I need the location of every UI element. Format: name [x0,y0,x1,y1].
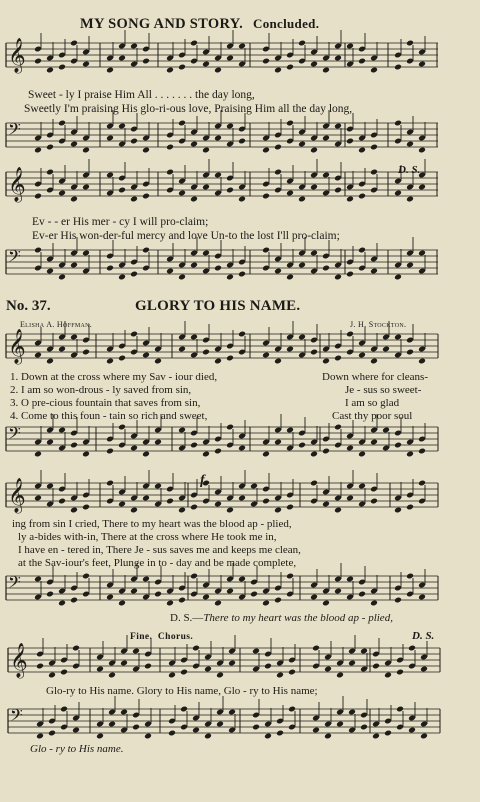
note-head [166,600,174,607]
note-head [166,144,174,151]
note-head [82,61,90,68]
note-head [394,274,402,281]
note-head [406,141,414,148]
note-head [204,733,212,740]
note-head [168,730,176,737]
note-head [262,352,270,359]
fine-mark [130,632,193,642]
note-head [70,262,78,269]
note-head [70,507,78,514]
note-head [312,727,320,734]
note-head [72,727,80,734]
hymn-title: GLORY TO HIS NAME. [135,298,301,314]
note-head [420,666,428,673]
note-head [202,147,210,154]
note-head [226,355,234,362]
note-head [274,358,282,365]
note-head [46,358,54,365]
note-head [346,271,354,278]
note-head [262,193,270,200]
note-head [228,660,236,667]
verse-line: Je - sus so sweet- [345,384,422,396]
note-head [34,58,42,65]
verse-line: 3. O pre-cious fountain that saves from sin, [10,397,201,409]
note-head [166,268,174,275]
note-head [286,274,294,281]
note-head [310,349,318,356]
note-head [36,663,44,670]
note-head [58,600,66,607]
note-head [384,730,392,737]
note-head [358,193,366,200]
note-head [334,187,342,194]
note-head [70,196,78,203]
lyric-line: Sweet - ly I praise Him All . . . . . . . the day long, [28,89,255,101]
note-head [406,196,414,203]
note-head [252,724,260,731]
note-head [334,507,342,514]
note-head [48,672,56,679]
note-head [298,141,306,148]
note-head [418,448,426,455]
bass-clef: 𝄢 [8,119,21,143]
lyric-line: Sweetly I'm praising His glo-ri-ous love, Praising Him all the day long, [24,103,353,115]
note-head [406,504,414,511]
note-head [394,64,402,71]
note-head [370,358,378,365]
note-head [370,498,378,505]
note-head [60,669,68,676]
note-head [394,190,402,197]
lyric-line: Ev-er His won-der-ful mercy and love Un-to the lost I'll pro-claim; [32,230,340,242]
bass-lyric: Glo - ry to His name. [30,743,124,755]
note-head [322,600,330,607]
note-head [204,666,212,673]
note-head [216,672,224,679]
note-head [394,507,402,514]
note-head [262,451,270,458]
note-head [70,141,78,148]
note-head [178,190,186,197]
note-head [274,597,282,604]
note-head [108,672,116,679]
note-head [82,147,90,154]
verse-line: 1. Down at the cross where my Sav - iour died, [10,371,218,383]
note-head [36,733,44,740]
note-head [264,663,272,670]
note-head [418,358,426,365]
note-head [226,187,234,194]
note-head [238,271,246,278]
note-head [178,346,186,353]
note-head [264,733,272,740]
bass-clef: 𝄢 [8,246,21,270]
note-head [238,196,246,203]
ds-instruction [170,612,393,624]
note-head [202,61,210,68]
treble-clef: 𝄞 [8,38,26,73]
note-head [34,451,42,458]
verse-line: 4. Come to this foun - tain so rich and sweet, [10,410,208,422]
note-head [372,733,380,740]
note-head [34,147,42,154]
note-head [324,666,332,673]
note-head [106,135,114,142]
note-head [130,507,138,514]
note-head [370,268,378,275]
note-head [358,352,366,359]
note-head [298,196,306,203]
note-head [58,346,66,353]
note-head [46,268,54,275]
note-head [286,346,294,353]
note-head [274,507,282,514]
note-head [58,498,66,505]
note-head [394,442,402,449]
note-head [142,352,150,359]
note-head [46,144,54,151]
note-head [358,147,366,154]
note-head [406,349,414,356]
note-head [310,451,318,458]
bass-clef: 𝄢 [10,705,23,729]
note-head [168,672,176,679]
note-head [144,663,152,670]
note-head [274,268,282,275]
note-head [418,594,426,601]
note-head [34,495,42,502]
note-head [274,144,282,151]
note-head [82,504,90,511]
note-head [420,733,428,740]
note-head [154,439,162,446]
bass-clef: 𝄢 [8,572,21,596]
note-head [118,55,126,62]
note-head [250,591,258,598]
note-head [214,135,222,142]
note-head [370,600,378,607]
note-head [418,184,426,191]
verse-line: 2. I am so won-drous - ly saved from sin, [10,384,192,396]
note-head [96,666,104,673]
note-head [192,727,200,734]
note-head [132,724,140,731]
note-head [118,600,126,607]
dynamic-marking: f. [200,473,209,488]
note-head [406,262,414,269]
note-head [142,193,150,200]
note-head [202,451,210,458]
note-head [106,448,114,455]
note-head [142,451,150,458]
note-head [226,55,234,62]
note-head [130,138,138,145]
note-head [130,445,138,452]
song-subtitle: Concluded. [253,16,320,31]
note-head [358,451,366,458]
note-head [310,61,318,68]
note-head [106,67,114,74]
note-head [180,669,188,676]
verse-line: Cast thy poor soul [332,410,413,422]
note-head [394,597,402,604]
hymn-number: No. 37. [6,298,51,314]
note-head [118,187,126,194]
note-head [322,67,330,74]
note-head [322,265,330,272]
ds-mark: D. S. [412,630,435,642]
verse-line: Down where for cleans- [322,371,428,383]
note-head [348,660,356,667]
note-head [118,274,126,281]
note-head [322,358,330,365]
verse-line: ing from sin I cried, There to my heart was the blood ap - plied, [12,518,292,530]
note-head [130,588,138,595]
note-head [46,439,54,446]
note-head [346,138,354,145]
note-head [346,495,354,502]
note-head [262,147,270,154]
note-head [142,58,150,65]
composer-credit: J. H. Stockton. [350,320,407,329]
treble-clef: 𝄞 [10,643,28,678]
note-head [238,495,246,502]
note-head [120,660,128,667]
note-head [346,196,354,203]
note-head [190,442,198,449]
note-head [336,721,344,728]
note-head [322,501,330,508]
bass-clef: 𝄢 [8,423,21,447]
treble-clef: 𝄞 [8,478,26,513]
note-head [262,58,270,65]
note-head [288,669,296,676]
verse-line: I have en - tered in, There Je - sus saves me and keeps me clean, [18,544,301,556]
note-head [166,67,174,74]
note-head [336,672,344,679]
note-head [202,594,210,601]
note-head [58,274,66,281]
note-head [142,147,150,154]
ds-text: There to my heart was the blood ap - plied, [203,612,393,624]
note-head [46,67,54,74]
note-head [382,346,390,353]
note-head [214,501,222,508]
note-head [286,190,294,197]
note-head [178,507,186,514]
note-head [334,588,342,595]
ds-mark: D. S. [398,164,421,176]
verse-line: I am so glad [345,397,400,409]
note-head [70,442,78,449]
note-head [276,730,284,737]
note-head [334,274,342,281]
note-head [346,445,354,452]
note-head [406,451,414,458]
chorus-label: Chorus. [157,632,194,642]
note-head [226,507,234,514]
note-head [358,58,366,65]
note-head [106,358,114,365]
note-head [334,355,342,362]
note-head [214,358,222,365]
note-head [70,597,78,604]
note-head [286,64,294,71]
note-head [58,190,66,197]
note-head [58,64,66,71]
note-head [310,184,318,191]
note-head [214,448,222,455]
note-head [310,147,318,154]
note-head [276,672,284,679]
note-head [262,498,270,505]
note-head [418,61,426,68]
song-title [80,16,319,33]
fine-label: Fine. [130,632,153,642]
note-head [238,138,246,145]
note-head [226,274,234,281]
note-head [372,663,380,670]
note-head [274,439,282,446]
note-head [178,64,186,71]
note-head [214,67,222,74]
note-head [142,495,150,502]
note-head [48,730,56,737]
note-head [322,448,330,455]
note-head [34,193,42,200]
verse-line: ly a-bides with-in, There at the cross where He took me in, [18,531,277,543]
author-credit: Elisha A. Hoffman. [20,320,93,329]
note-head [144,733,152,740]
treble-clef: 𝄞 [8,167,26,202]
note-head [130,271,138,278]
note-head [108,721,116,728]
note-head [82,184,90,191]
verse-line: at the Sav-iour's feet, Plunge in to - day and be made complete, [18,557,297,569]
note-head [190,141,198,148]
note-head [190,196,198,203]
note-head [154,358,162,365]
note-head [370,67,378,74]
note-head [216,721,224,728]
note-head [118,355,126,362]
note-head [106,594,114,601]
note-head [360,724,368,731]
treble-clef: 𝄞 [8,329,26,364]
note-head [214,265,222,272]
note-head [96,733,104,740]
chorus-lyric: Glo-ry to His name. Glory to His name, Glo - ry to His name; [46,685,318,697]
note-head [262,600,270,607]
note-head [408,727,416,734]
note-head [46,591,54,598]
note-head [286,504,294,511]
note-head [370,144,378,151]
note-head [178,274,186,281]
note-head [274,67,282,74]
note-head [370,439,378,446]
note-head [298,442,306,449]
note-head [214,600,222,607]
note-head [166,498,174,505]
note-head [396,669,404,676]
note-head [202,184,210,191]
ds-prefix: D. S.— [170,612,204,624]
note-head [358,591,366,598]
note-head [334,55,342,62]
note-head [82,451,90,458]
note-head [82,349,90,356]
note-head [190,504,198,511]
note-head [298,262,306,269]
note-head [34,352,42,359]
note-head [238,445,246,452]
note-head [190,262,198,269]
note-head [178,597,186,604]
song-title-text: MY SONG AND STORY. [80,16,244,32]
note-head [226,588,234,595]
note-head [202,349,210,356]
note-head [154,591,162,598]
lyric-line: Ev - - er His mer - cy I will pro-claim; [32,216,209,228]
note-head [106,265,114,272]
note-head [322,135,330,142]
note-head [118,501,126,508]
note-head [418,147,426,154]
note-head [310,594,318,601]
note-head [130,196,138,203]
note-head [324,733,332,740]
note-head [384,672,392,679]
